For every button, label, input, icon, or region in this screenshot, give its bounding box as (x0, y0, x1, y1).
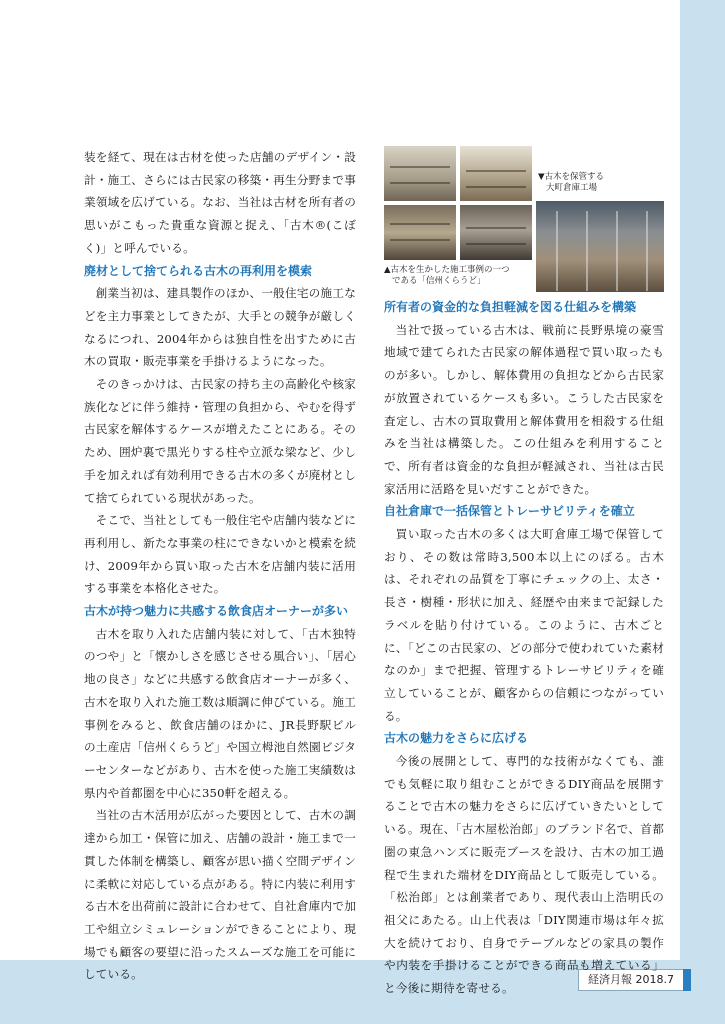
side-band (680, 0, 725, 1024)
store-photo-2 (460, 146, 532, 201)
section-heading-future: 古木の魅力をさらに広げる (384, 731, 529, 746)
store-photo-1 (384, 146, 456, 201)
paragraph: 創業当初は、建具製作のほか、一般住宅の施工などを主力事業としてきたが、大手との競争が厳しくなるにつれ、2004年からは独自性を出すために古木の買取・販売事業を手掛けるようになった。 (84, 286, 356, 369)
left-column (84, 146, 356, 986)
footer-label: 経済月報 2018.7 (578, 969, 684, 991)
store-caption: ▲古木を生かした施工事例の一つ である「信州くらうど」 (384, 265, 510, 286)
section-heading-reuse: 廃材として捨てられる古木の再利用を模索 (84, 263, 313, 278)
paragraph: 今後の展開として、専門的な技術がなくても、誰でも気軽に取り組むことができるDIY商品を展開することで古木の魅力をさらに広げていきたいとしている。現在、「古木屋松治郎」のブランド名で、首都圏の東急ハンズに販売ブースを設け、古木の加工過程で生まれた端材をDIY商品として販売している。「松治郎」とは創業者であり、現代表山上浩明氏の祖父にあたる。山上代表は「DIY関連市場は年々拡大を続けており、自身でテーブルなどの家具の製作や内装を手掛けることができる商品も増えている」と今後に期待を寄せる。 (384, 754, 664, 996)
store-photo-3 (384, 205, 456, 260)
section-heading-burden: 所有者の資金的な負担軽減を図る仕組みを構築 (384, 300, 637, 314)
section-heading-appeal: 古木が持つ魅力に共感する飲食店オーナーが多い (84, 604, 349, 619)
store-photo-4 (460, 205, 532, 260)
right-column (384, 296, 664, 1000)
paragraph: そこで、当社としても一般住宅や店舗内装などに再利用し、新たな事業の柱にできないかと模索を続け、2009年から買い取った古木を店舗内装に活用する事業を本格化させた。 (84, 513, 356, 596)
section-heading-warehouse: 自社倉庫で一括保管とトレーサビリティを確立 (384, 504, 635, 519)
intro-paragraph: 装を経て、現在は古材を使った店舗のデザイン・設計・施工、さらには古民家の移築・再生分野まで事業領域を広げている。なお、当社は古材を所有者の思いがこもった貴重な資源と捉え、「古木®(こぼく)」と呼んでいる。 (84, 150, 356, 255)
paragraph: 買い取った古木の多くは大町倉庫工場で保管しており、その数は常時3,500本以上にのぼる。古木は、それぞれの品質を丁寧にチェックの上、太さ・長さ・樹種・形状に加え、経歴や由来まで記録したラベルを貼り付けている。このように、古木ごとに、「どこの古民家の、どの部分で使われていた素材なのか」まで把握、管理するトレーサビリティを確立していることが、顧客からの信頼につながっている。 (384, 527, 664, 723)
paragraph: 古木を取り入れた店舗内装に対して、「古木独特のつや」と「懐かしさを感じさせる風合い」、「居心地の良さ」などに共感する飲食店オーナーが多く、古木を取り入れた施工数は順調に伸びている。施工事例をみると、飲食店舗のほかに、JR長野駅ビルの土産店「信州くらうど」や国立栂池自然園ビジターセンターなどがあり、古木を使った施工実績数は県内や首都圏を中心に350軒を超える。 (84, 626, 356, 800)
warehouse-photo (536, 201, 664, 292)
footer-tab (683, 969, 691, 991)
warehouse-caption: ▼古木を保管する 大町倉庫工場 (538, 172, 605, 193)
paragraph: 当社で扱っている古木は、戦前に長野県境の豪雪地域で建てられた古民家の解体過程で買い取ったものが多い。しかし、解体費用の負担などから古民家が放置されているケースも多い。こうした古民家を査定し、古木の買取費用と解体費用を相殺する仕組みを当社は構築した。この仕組みを利用することで、所有者は資金的な負担が軽減され、当社は古民家活用に活路を見いだすことができた。 (384, 322, 664, 496)
paragraph: そのきっかけは、古民家の持ち主の高齢化や核家族化などに伴う維持・管理の負担から、やむを得ず古民家を解体するケースが増えたことにある。そのため、囲炉裏で黒光りする柱や立派な梁など、少し手を加えれば有効利用できる古木の多くが廃材として捨てられている現状があった。 (84, 377, 356, 505)
paragraph: 当社の古木活用が広がった要因として、古木の調達から加工・保管に加え、店舗の設計・施工まで一貫した体制を構築し、顧客が思い描く空間デザインに柔軟に対応している点がある。特に内装に利用する古木を出荷前に設計に合わせて、自社倉庫内で加工や組立シミュレーションができることにより、現場でも顧客の要望に沿ったスムーズな施工を可能にしている。 (84, 808, 356, 982)
